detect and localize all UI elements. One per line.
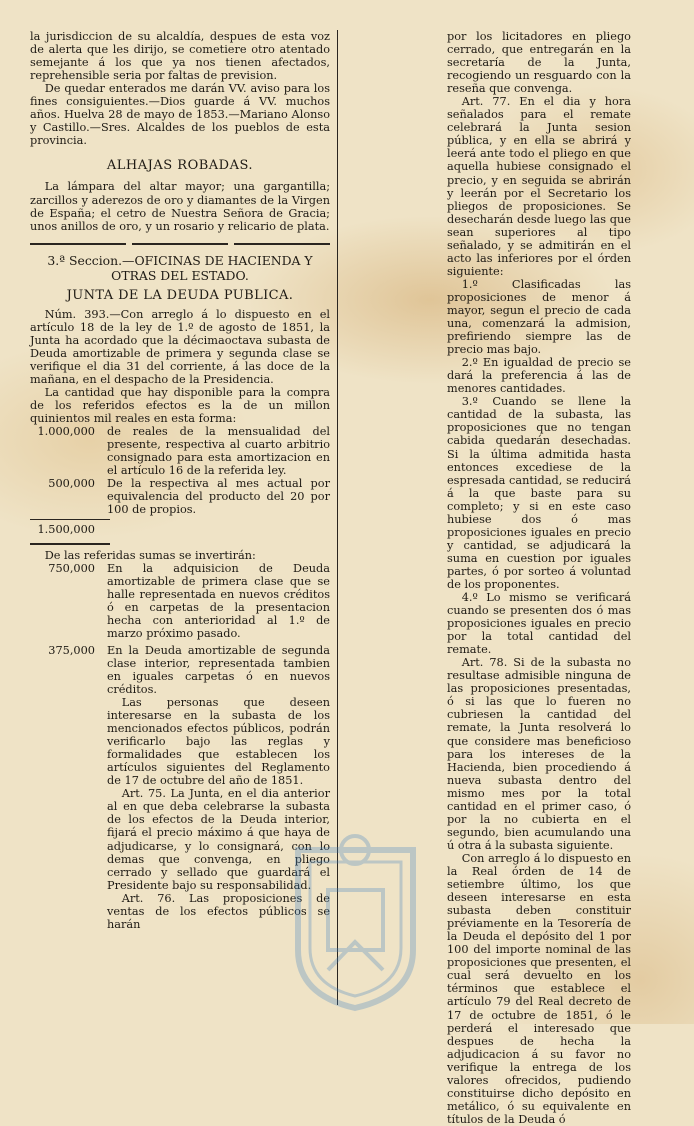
paragraph-invertiran: De las referidas sumas se invertirán:: [44, 548, 256, 562]
section-divider: [30, 243, 330, 245]
library-seal-watermark-icon: [288, 830, 423, 1010]
amount-description: En la adquisicion de Deuda amortizable de primera clase que se halle representada en nuevos créditos ó en carpetas de la presentacion hecha con anterioridad al 1.º de marzo próximo pasado.: [107, 561, 330, 640]
total-rule: [30, 543, 110, 545]
paragraph-real-orden: Con arreglo á lo dispuesto en la Real órden de 14 de setiembre último, los que deseen interesarse en esta subasta deben constituir préviamente en la Tesorería de la Deuda el depósito del 1 por 100 del importe nominal de las proposiciones que presenten, el cual será devuelto en los términos que establece el artículo 79 del Real decreto de 17 de octubre de 1851, ó le perderá el interesado que despues de hecha la adjudicacion á su favor no verifique la entrega de los valores ofrecidos, pudiendo constituirse dicho depósito en metálico, ó su equivalente en títulos de la Deuda ó: [447, 851, 631, 1126]
heading-alhajas-robadas: ALHAJAS ROBADAS.: [106, 158, 254, 174]
amount-description: De la respectiva al mes actual por equivalencia del producto del 20 por 100 de propios.: [107, 477, 330, 517]
left-column: [30, 30, 330, 931]
amount-row: [30, 644, 330, 696]
paragraph-art-75: Art. 75. La Junta, en el dia anterior al en que deba celebrarse la subasta de los efectos de la Deuda interior, fijará el precio máximo á que haya de adjudicarse, y lo consignará, con lo demas que convenga, en pliego cerrado y sellado que guardará el Presidente bajo su responsabilidad.: [107, 787, 330, 892]
right-column: [447, 30, 631, 1126]
paragraph-num-393: Núm. 393.—Con arreglo á lo dispuesto en el artículo 18 de la ley de 1.º de agosto de 1851, la Junta ha acordado que la décimaoctava subasta de Deuda amortizable de primera y segunda clase se verifique el dia 31 del corriente, á las doce de la mañana, en el despacho de la Presidencia.: [30, 307, 330, 386]
paragraph-enterados: De quedar enterados me darán VV. aviso para los fines consiguientes.—Dios guarde á VV. muchos años. Huelva 28 de mayo de 1853.—Mariano Alonso y Castillo.—Sres. Alcaldes de los pueblos de esta provincia.: [30, 82, 330, 148]
paragraph-cantidad: La cantidad que hay disponible para la compra de los referidos efectos es la de un millon quinientos mil reales en esta forma:: [30, 385, 330, 426]
paragraph-licitadores: por los licitadores en pliego cerrado, que entregarán en la secretaría de la Junta, recogiendo un resguardo con la reseña que convenga.: [447, 30, 631, 96]
amount-value: 1.000,000: [37, 425, 95, 439]
paragraph-jurisdiccion: la jurisdiccion de su alcaldía, despues de esta voz de alerta que les dirijo, se cometiere otro atentado semejante á los que ya nos tienen afectados, reprehensible seria por faltas de prevision.: [30, 30, 330, 83]
paragraph-rule-2: 2.º En igualdad de precio se dará la preferencia á las de menores cantidades.: [447, 356, 631, 396]
paragraph-rule-3: 3.º Cuando se llene la cantidad de la subasta, las proposiciones que no tengan cabida quedarán desechadas. Si la última admitida hasta entonces excediese de la espresada cantidad, se reducirá á la que baste para su completo; y si en este caso hubiese dos ó mas proposiciones iguales en precio y cantidad, se adjudicará la suma en cuestion por iguales partes, ó por sorteo á voluntad de los proponentes.: [447, 395, 631, 591]
amount-row: [30, 562, 330, 640]
amount-value: 500,000: [48, 477, 95, 491]
paragraph-art-76: Art. 76. Las proposiciones de ventas de los efectos públicos se harán: [107, 891, 330, 931]
paragraph-art-77: Art. 77. En el dia y hora señalados para el remate celebrará la Junta sesion pública, y en ella se abrirá y leerá ante todo el pliego en que aquella hubiese consignado el precio, y en seguida se abrirán y leerán por el Secretario los pliegos de proposiciones. Se desecharán desde luego las que sean superiores al tipo señalado, y se admitirán en el acto las inferiores por el órden siguiente:: [447, 95, 631, 278]
paragraph-rule-4: 4.º Lo mismo se verificará cuando se presenten dos ó mas proposiciones iguales en precio por la total cantidad del remate.: [447, 591, 631, 657]
total-amount: 1.500,000: [37, 523, 95, 537]
paragraph-art-78: Art. 78. Si de la subasta no resultase admisible ninguna de las proposiciones presentadas, ó si las que lo fueren no cubriesen la cantidad del remate, la Junta resolverá lo que considere mas beneficioso para los intereses de la Hacienda, bien procediendo á nueva subasta dentro del mismo mes por la total cantidad en el primer caso, ó por la no cubierta en el segundo, bien acumulando una ú otra á la subasta siguiente.: [447, 656, 631, 852]
paragraph-rule-1: 1.º Clasificadas las proposiciones de menor á mayor, segun el precio de cada una, comenzará la admision, prefiriendo siempre las de precio mas bajo.: [447, 277, 631, 357]
amount-description: de reales de la mensualidad del presente, respectiva al cuarto arbitrio consignado para esta amortizacion en el artículo 16 de la referida ley.: [107, 425, 330, 478]
paragraph-personas: Las personas que deseen interesarse en la subasta de los mencionados efectos públicos, podrán verificarlo bajo las reglas y formalidades que establecen los artículos siguientes del Reglamento de 17 de octubre del año de 1851.: [107, 696, 330, 788]
amount-description: En la Deuda amortizable de segunda clase interior, representada tambien en iguales carpetas ó en nuevos créditos.: [107, 643, 330, 696]
amount-row: [30, 425, 330, 477]
amount-value: 750,000: [48, 561, 95, 575]
junta-title: JUNTA DE LA DEUDA PUBLICA.: [66, 287, 294, 303]
paragraph-alhajas: La lámpara del altar mayor; una gargantilla; zarcillos y aderezos de oro y diamantes de la Virgen de España; el cetro de Nuestra Señora de Gracia; unos anillos de oro, y un rosario y relicario de plata.: [30, 180, 330, 233]
amount-row: [30, 477, 330, 516]
amount-value: 375,000: [48, 643, 95, 657]
sum-rule: [30, 519, 110, 520]
section-title: 3.ª Seccion.—OFICINAS DE HACIENDA Y OTRAS DEL ESTADO.: [47, 252, 313, 283]
